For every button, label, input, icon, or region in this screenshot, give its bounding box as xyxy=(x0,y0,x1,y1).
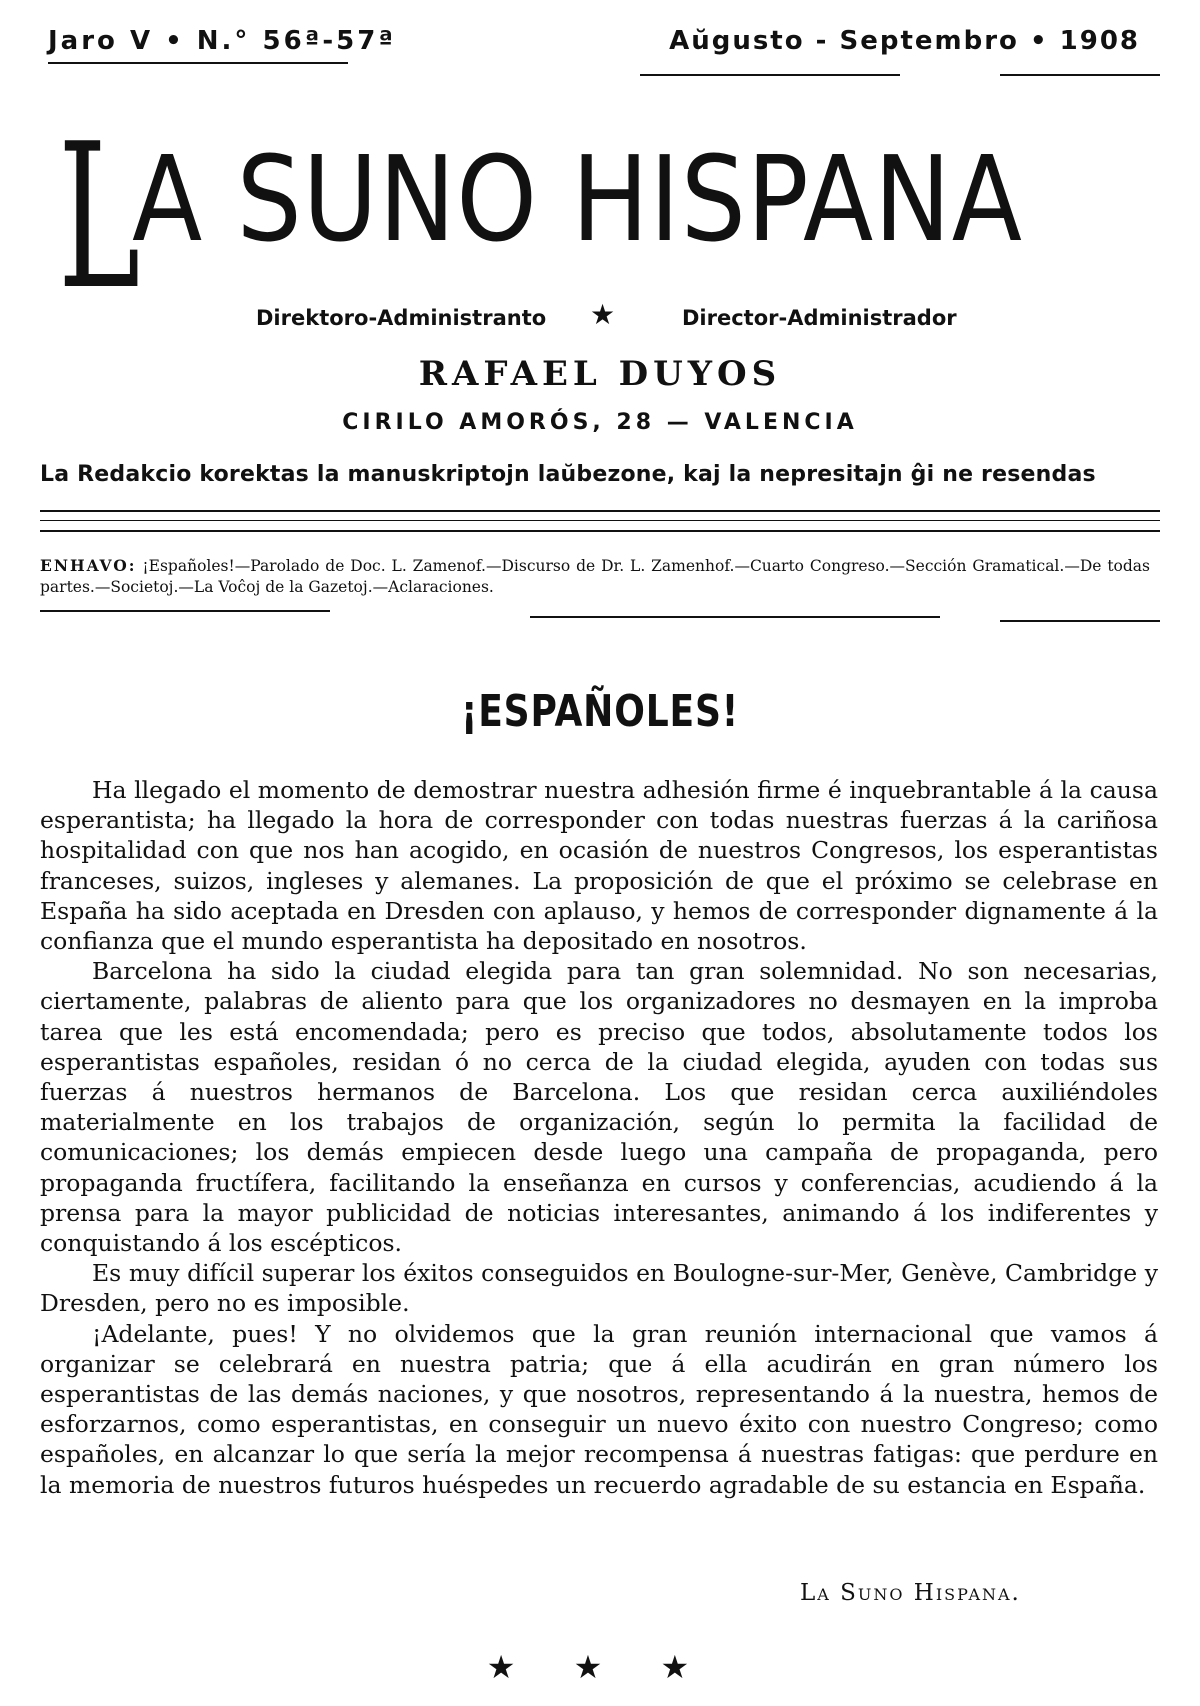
article-paragraph: Ha llegado el momento de demostrar nuestra adhesión firme é inquebrantable á la causa esperantista; ha llegado la hora de corresponder con todas nuestras fuerzas á la cariñosa hospitalidad con que nos han acogido, en ocasión de nuestros Congresos, los esperantistas franceses, suizos, ingleses y alemanes. La proposición de que el próximo se celebrase en España ha sido aceptada en Dresden con aplauso, y hemos de corresponder dignamente á la confianza que el mundo esperantista ha depositado en nosotros. xyxy=(40,776,1158,956)
top-rule-mid xyxy=(640,74,900,76)
masthead-title: A SUNO HISPANA xyxy=(132,130,1023,268)
table-of-contents xyxy=(40,555,1150,598)
contents-rule-left xyxy=(40,610,330,612)
article-signature: La Suno Hispana. xyxy=(800,1580,1021,1606)
notice-rule-1 xyxy=(40,510,1160,512)
ornament-stars-icon: ★ ★ ★ xyxy=(486,1648,714,1686)
masthead-initial: L xyxy=(58,101,141,334)
contents-rule-mid xyxy=(530,616,940,618)
contents-text: ¡Españoles!—Parolado de Doc. L. Zamenof.—Discurso de Dr. L. Zamenhof.—Cuarto Congreso.—Sección Gramatical.—De todas partes.—Societoj.—La Voĉoj de la Gazetoj.—Aclaraciones. xyxy=(40,557,1150,596)
article-paragraph: Barcelona ha sido la ciudad elegida para tan gran solemnidad. No son necesarias, ciertamente, palabras de aliento para que los organizadores no desmayen en la improba tarea que les está encomendada; pero es preciso que todos, absolutamente todos los esperantistas españoles, residan ó no cerca de la ciudad elegida, ayuden con todas sus fuerzas á nuestros hermanos de Barcelona. Los que residan cerca auxiliéndoles materialmente en los trabajos de organización, según lo permita la facilidad de comunicaciones; los demás empiecen desde luego una campaña de propaganda, pero propaganda fructífera, facilitando la enseñanza en cursos y conferencias, acudiendo á la prensa para la mayor publicidad de noticias interesantes, animando á los indiferentes y conquistando á los escépticos. xyxy=(40,957,1158,1258)
contents-label: ENHAVO: xyxy=(40,556,137,575)
notice-rule-2 xyxy=(40,520,1160,521)
role-esperanto: Direktoro-Administranto xyxy=(256,306,547,330)
contents-rule-right xyxy=(1000,620,1160,622)
notice-rule-3 xyxy=(40,530,1160,532)
editorial-notice: La Redakcio korektas la manuskriptojn laŭbezone, kaj la nepresitajn ĝi ne resendas xyxy=(40,462,1096,487)
star-separator-icon: ★ xyxy=(590,298,616,331)
article-paragraph: ¡Adelante, pues! Y no olvidemos que la gran reunión internacional que vamos á organizar se celebrará en nuestra patria; que á ella acudirán en gran número los esperantistas de las demás naciones, y que nosotros, representando á la nuestra, hemos de esforzarnos, como esperantistas, en conseguir un nuevo éxito con nuestro Congreso; como españoles, en alcanzar lo que sería la mejor recompensa á nuestras fatigas: que perdure en la memoria de nuestros futuros huéspedes un recuerdo agradable de su estancia en España. xyxy=(40,1319,1158,1499)
role-spanish: Director-Administrador xyxy=(682,306,957,330)
top-rule-left xyxy=(48,62,348,64)
issue-number: Jaro V • N.° 56ª-57ª xyxy=(48,26,396,56)
editor-name: RAFAEL DUYOS xyxy=(418,354,782,394)
top-rule-right xyxy=(1000,74,1160,76)
issue-date: Aŭgusto - Septembro • 1908 xyxy=(669,26,1140,56)
article-paragraph: Es muy difícil superar los éxitos conseguidos en Boulogne-sur-Mer, Genève, Cambridge y Dresden, pero no es imposible. xyxy=(40,1259,1158,1318)
editor-address: CIRILO AMORÓS, 28 — VALENCIA xyxy=(342,410,858,435)
article-title: ¡ESPAÑOLES! xyxy=(460,686,740,737)
article-body xyxy=(40,775,1158,1500)
